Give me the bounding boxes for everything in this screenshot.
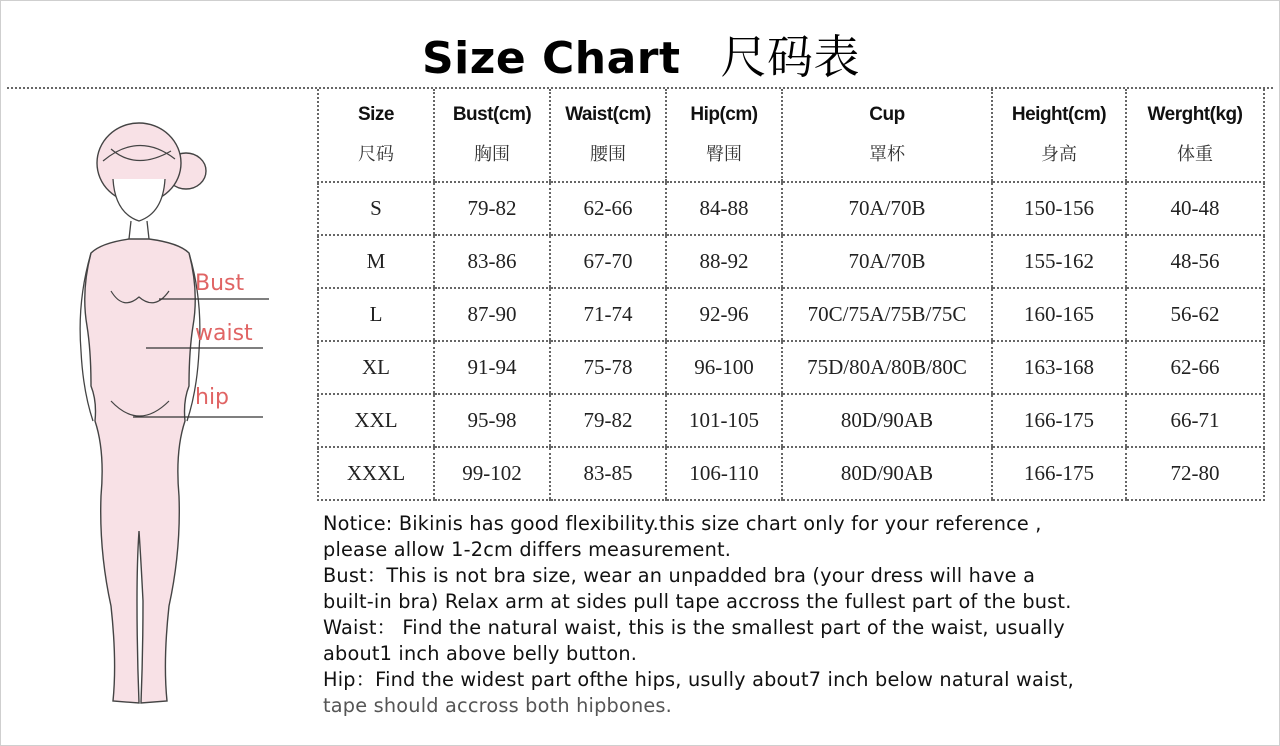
- table-cell: 70A/70B: [782, 182, 992, 235]
- note-line: Waist： Find the natural waist, this is the smallest part of the waist, usually: [323, 616, 1065, 639]
- note-line: built-in bra) Relax arm at sides pull tape accross the fullest part of the bust.: [323, 590, 1072, 613]
- table-cell: 40-48: [1126, 182, 1264, 235]
- table-cell: 106-110: [666, 447, 782, 500]
- table-row: [318, 288, 1264, 341]
- size-table: [317, 89, 1265, 501]
- table-cell: 80D/90AB: [782, 447, 992, 500]
- body-figure-illustration: [41, 101, 311, 711]
- table-cell: 95-98: [434, 394, 550, 447]
- table-cell: 88-92: [666, 235, 782, 288]
- table-cell: 48-56: [1126, 235, 1264, 288]
- title-english: Size Chart: [421, 33, 681, 84]
- header-label-en: Werght(kg): [1147, 104, 1243, 125]
- note-line: Hip：Find the widest part ofthe hips, usully about7 inch below natural waist,: [323, 668, 1074, 691]
- header-label-en: Hip(cm): [690, 104, 758, 125]
- table-cell: 66-71: [1126, 394, 1264, 447]
- table-cell: 62-66: [1126, 341, 1264, 394]
- size-cell: XL: [318, 341, 434, 394]
- header-label-en: Size: [357, 104, 395, 125]
- table-cell: 67-70: [550, 235, 666, 288]
- table-cell: 70A/70B: [782, 235, 992, 288]
- header-label-cn: 尺码: [358, 144, 394, 165]
- table-row: [318, 235, 1264, 288]
- header-label-en: Bust(cm): [452, 104, 532, 125]
- title-chinese: 尺码表: [720, 30, 861, 84]
- table-cell: 160-165: [992, 288, 1126, 341]
- header-cell: [992, 89, 1126, 182]
- header-cell: [550, 89, 666, 182]
- note-line: Bust：This is not bra size, wear an unpadded bra (your dress will have a: [323, 564, 1036, 587]
- header-label-cn: 胸围: [474, 144, 510, 165]
- hip-label: hip: [195, 385, 230, 410]
- table-cell: 70C/75A/75B/75C: [782, 288, 992, 341]
- header-label-en: Cup: [869, 104, 905, 125]
- header-label-cn: 罩杯: [869, 144, 905, 165]
- measurement-notes: [323, 511, 1273, 719]
- header-label-cn: 身高: [1041, 144, 1077, 165]
- table-cell: 91-94: [434, 341, 550, 394]
- table-cell: 80D/90AB: [782, 394, 992, 447]
- table-cell: 155-162: [992, 235, 1126, 288]
- table-row: [318, 341, 1264, 394]
- table-cell: 83-85: [550, 447, 666, 500]
- header-cell: [782, 89, 992, 182]
- table-cell: 75-78: [550, 341, 666, 394]
- header-label-en: Height(cm): [1011, 104, 1107, 125]
- table-cell: 99-102: [434, 447, 550, 500]
- table-row: [318, 447, 1264, 500]
- table-cell: 166-175: [992, 394, 1126, 447]
- table-cell: 79-82: [550, 394, 666, 447]
- table-cell: 92-96: [666, 288, 782, 341]
- table-cell: 163-168: [992, 341, 1126, 394]
- header-label-cn: 腰围: [590, 144, 626, 165]
- note-line: tape should accross both hipbones.: [323, 694, 673, 717]
- note-line: please allow 1-2cm differs measurement.: [323, 538, 732, 561]
- table-cell: 79-82: [434, 182, 550, 235]
- page-title: [1, 21, 1280, 87]
- header-cell: [666, 89, 782, 182]
- table-cell: 75D/80A/80B/80C: [782, 341, 992, 394]
- header-cell: [318, 89, 434, 182]
- table-cell: 62-66: [550, 182, 666, 235]
- size-cell: S: [318, 182, 434, 235]
- body-measurement-figure: [41, 101, 311, 711]
- table-cell: 87-90: [434, 288, 550, 341]
- table-cell: 101-105: [666, 394, 782, 447]
- size-cell: XXL: [318, 394, 434, 447]
- note-line: about1 inch above belly button.: [323, 642, 638, 665]
- table-cell: 71-74: [550, 288, 666, 341]
- waist-label: waist: [195, 321, 253, 346]
- table-row: [318, 182, 1264, 235]
- table-cell: 72-80: [1126, 447, 1264, 500]
- header-label-cn: 臀围: [706, 144, 742, 165]
- header-cell: [434, 89, 550, 182]
- size-cell: XXXL: [318, 447, 434, 500]
- table-cell: 96-100: [666, 341, 782, 394]
- size-table-body: [318, 89, 1264, 500]
- header-label-cn: 体重: [1177, 144, 1213, 165]
- table-cell: 83-86: [434, 235, 550, 288]
- table-cell: 166-175: [992, 447, 1126, 500]
- header-cell: [1126, 89, 1264, 182]
- header-label-en: Waist(cm): [565, 104, 651, 125]
- table-cell: 84-88: [666, 182, 782, 235]
- bust-label: Bust: [195, 271, 245, 296]
- size-cell: M: [318, 235, 434, 288]
- table-cell: 56-62: [1126, 288, 1264, 341]
- table-cell: 150-156: [992, 182, 1126, 235]
- size-cell: L: [318, 288, 434, 341]
- note-line: Notice: Bikinis has good flexibility.this size chart only for your reference ,: [323, 512, 1042, 535]
- table-row: [318, 394, 1264, 447]
- table-header-row: [318, 89, 1264, 182]
